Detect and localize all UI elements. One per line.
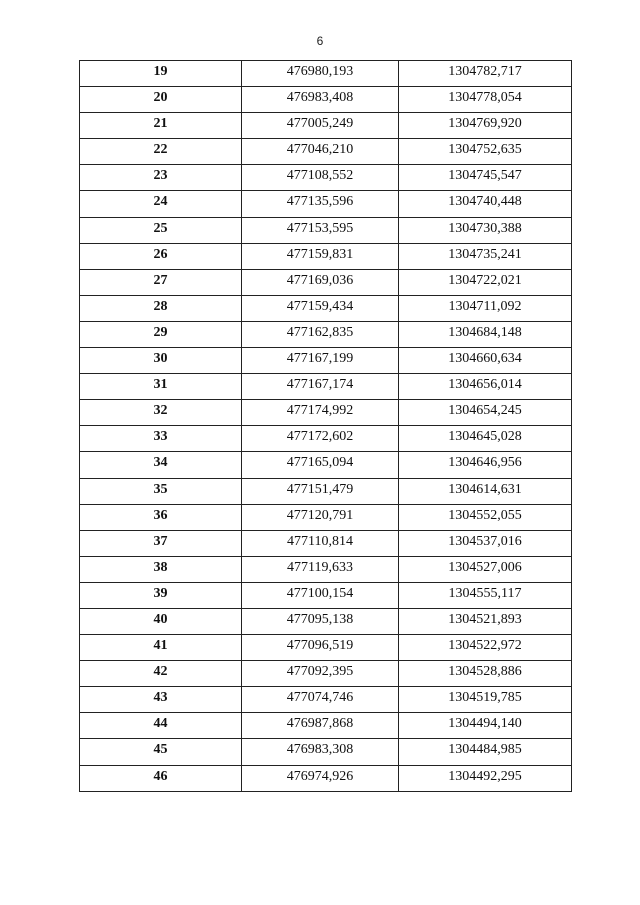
- point-number-cell: 28: [80, 295, 242, 321]
- x-coordinate-cell: 476987,868: [242, 713, 399, 739]
- y-coordinate-cell: 1304555,117: [399, 582, 572, 608]
- table-row: [80, 478, 572, 504]
- x-coordinate-cell: 477162,835: [242, 321, 399, 347]
- coordinates-table-body: [80, 61, 572, 792]
- x-coordinate-cell: 477165,094: [242, 452, 399, 478]
- table-row: [80, 426, 572, 452]
- point-number-cell: 44: [80, 713, 242, 739]
- point-number-cell: 27: [80, 269, 242, 295]
- table-row: [80, 217, 572, 243]
- point-number-cell: 19: [80, 61, 242, 87]
- table-row: [80, 165, 572, 191]
- point-number-cell: 40: [80, 608, 242, 634]
- table-row: [80, 635, 572, 661]
- x-coordinate-cell: 477174,992: [242, 400, 399, 426]
- table-row: [80, 687, 572, 713]
- x-coordinate-cell: 477153,595: [242, 217, 399, 243]
- table-row: [80, 61, 572, 87]
- point-number-cell: 37: [80, 530, 242, 556]
- point-number-cell: 30: [80, 348, 242, 374]
- point-number-cell: 29: [80, 321, 242, 347]
- x-coordinate-cell: 477169,036: [242, 269, 399, 295]
- y-coordinate-cell: 1304730,388: [399, 217, 572, 243]
- y-coordinate-cell: 1304522,972: [399, 635, 572, 661]
- x-coordinate-cell: 477135,596: [242, 191, 399, 217]
- y-coordinate-cell: 1304537,016: [399, 530, 572, 556]
- point-number-cell: 23: [80, 165, 242, 191]
- table-row: [80, 765, 572, 791]
- x-coordinate-cell: 477005,249: [242, 113, 399, 139]
- y-coordinate-cell: 1304614,631: [399, 478, 572, 504]
- y-coordinate-cell: 1304782,717: [399, 61, 572, 87]
- point-number-cell: 21: [80, 113, 242, 139]
- x-coordinate-cell: 477108,552: [242, 165, 399, 191]
- table-row: [80, 87, 572, 113]
- point-number-cell: 20: [80, 87, 242, 113]
- table-row: [80, 321, 572, 347]
- x-coordinate-cell: 477159,434: [242, 295, 399, 321]
- y-coordinate-cell: 1304735,241: [399, 243, 572, 269]
- y-coordinate-cell: 1304740,448: [399, 191, 572, 217]
- x-coordinate-cell: 477151,479: [242, 478, 399, 504]
- table-row: [80, 739, 572, 765]
- page-number: 6: [316, 34, 324, 48]
- y-coordinate-cell: 1304492,295: [399, 765, 572, 791]
- y-coordinate-cell: 1304722,021: [399, 269, 572, 295]
- table-row: [80, 139, 572, 165]
- coordinates-table: [79, 60, 572, 792]
- table-row: [80, 400, 572, 426]
- x-coordinate-cell: 477096,519: [242, 635, 399, 661]
- x-coordinate-cell: 476983,308: [242, 739, 399, 765]
- point-number-cell: 34: [80, 452, 242, 478]
- x-coordinate-cell: 477092,395: [242, 661, 399, 687]
- y-coordinate-cell: 1304752,635: [399, 139, 572, 165]
- point-number-cell: 22: [80, 139, 242, 165]
- point-number-cell: 45: [80, 739, 242, 765]
- point-number-cell: 39: [80, 582, 242, 608]
- y-coordinate-cell: 1304656,014: [399, 374, 572, 400]
- x-coordinate-cell: 477110,814: [242, 530, 399, 556]
- x-coordinate-cell: 477046,210: [242, 139, 399, 165]
- x-coordinate-cell: 477119,633: [242, 556, 399, 582]
- point-number-cell: 26: [80, 243, 242, 269]
- x-coordinate-cell: 477095,138: [242, 608, 399, 634]
- y-coordinate-cell: 1304711,092: [399, 295, 572, 321]
- table-row: [80, 661, 572, 687]
- table-row: [80, 582, 572, 608]
- point-number-cell: 38: [80, 556, 242, 582]
- y-coordinate-cell: 1304552,055: [399, 504, 572, 530]
- table-row: [80, 374, 572, 400]
- y-coordinate-cell: 1304745,547: [399, 165, 572, 191]
- y-coordinate-cell: 1304519,785: [399, 687, 572, 713]
- x-coordinate-cell: 476983,408: [242, 87, 399, 113]
- x-coordinate-cell: 477167,199: [242, 348, 399, 374]
- x-coordinate-cell: 477074,746: [242, 687, 399, 713]
- table-row: [80, 713, 572, 739]
- point-number-cell: 25: [80, 217, 242, 243]
- x-coordinate-cell: 477167,174: [242, 374, 399, 400]
- y-coordinate-cell: 1304494,140: [399, 713, 572, 739]
- x-coordinate-cell: 476980,193: [242, 61, 399, 87]
- table-row: [80, 295, 572, 321]
- table-row: [80, 452, 572, 478]
- point-number-cell: 32: [80, 400, 242, 426]
- table-row: [80, 348, 572, 374]
- table-row: [80, 556, 572, 582]
- x-coordinate-cell: 477100,154: [242, 582, 399, 608]
- x-coordinate-cell: 476974,926: [242, 765, 399, 791]
- point-number-cell: 46: [80, 765, 242, 791]
- table-row: [80, 608, 572, 634]
- point-number-cell: 42: [80, 661, 242, 687]
- y-coordinate-cell: 1304528,886: [399, 661, 572, 687]
- table-row: [80, 191, 572, 217]
- y-coordinate-cell: 1304646,956: [399, 452, 572, 478]
- point-number-cell: 33: [80, 426, 242, 452]
- y-coordinate-cell: 1304660,634: [399, 348, 572, 374]
- y-coordinate-cell: 1304778,054: [399, 87, 572, 113]
- y-coordinate-cell: 1304654,245: [399, 400, 572, 426]
- point-number-cell: 36: [80, 504, 242, 530]
- x-coordinate-cell: 477172,602: [242, 426, 399, 452]
- table-row: [80, 113, 572, 139]
- table-row: [80, 269, 572, 295]
- point-number-cell: 35: [80, 478, 242, 504]
- y-coordinate-cell: 1304769,920: [399, 113, 572, 139]
- table-row: [80, 530, 572, 556]
- point-number-cell: 43: [80, 687, 242, 713]
- point-number-cell: 31: [80, 374, 242, 400]
- y-coordinate-cell: 1304684,148: [399, 321, 572, 347]
- x-coordinate-cell: 477120,791: [242, 504, 399, 530]
- y-coordinate-cell: 1304521,893: [399, 608, 572, 634]
- table-row: [80, 504, 572, 530]
- point-number-cell: 24: [80, 191, 242, 217]
- y-coordinate-cell: 1304527,006: [399, 556, 572, 582]
- table-row: [80, 243, 572, 269]
- x-coordinate-cell: 477159,831: [242, 243, 399, 269]
- y-coordinate-cell: 1304645,028: [399, 426, 572, 452]
- point-number-cell: 41: [80, 635, 242, 661]
- y-coordinate-cell: 1304484,985: [399, 739, 572, 765]
